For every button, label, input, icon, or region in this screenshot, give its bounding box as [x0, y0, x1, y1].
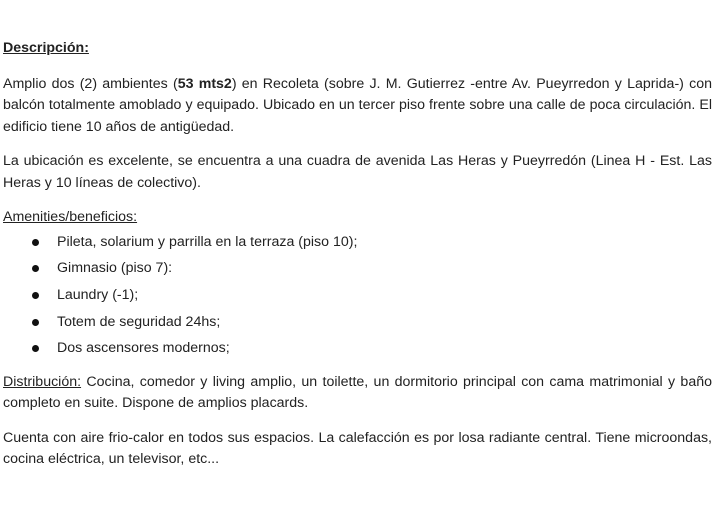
distribution-paragraph [3, 372, 712, 415]
distribution-label: Distribución: [3, 373, 82, 390]
bullet-icon [32, 239, 39, 246]
bullet-icon [32, 319, 39, 326]
bullet-icon [32, 265, 39, 272]
location-paragraph: La ubicación es excelente, se encuentra a una cuadra de avenida Las Heras y Pueyrredón (Linea H - Est. Las Heras y 10 líneas de colectivo). [3, 153, 712, 191]
amenities-list [3, 232, 712, 360]
amenity-item [3, 285, 712, 307]
amenity-item [3, 258, 712, 280]
amenity-item [3, 232, 712, 254]
amenity-text: Gimnasio (piso 7): [57, 260, 173, 277]
amenity-text: Dos ascensores modernos; [57, 340, 230, 357]
amenities-heading: Amenities/beneficios: [3, 209, 138, 225]
amenity-text: Totem de seguridad 24hs; [57, 313, 221, 330]
closing-paragraph: Cuenta con aire frio-calor en todos sus espacios. La calefacción es por losa radiante central. Tiene microondas, cocina eléctrica, un televisor, etc... [3, 429, 712, 468]
apartment-size: 53 mts2 [177, 75, 232, 92]
intro-paragraph [3, 74, 712, 139]
amenity-text: Laundry (-1); [57, 286, 139, 303]
bullet-icon [32, 292, 39, 299]
intro-part-2: ) en Recoleta (sobre J. M. Gutierrez -entre Av. Pueyrredon y Laprida-) con balcón totalmente amoblado y equipado. Ubicado en un tercer piso frente sobre una calle de poca circulación. El edificio tiene 10 años de antigüedad. [3, 75, 713, 135]
amenity-item [3, 338, 712, 360]
intro-part-1: Amplio dos (2) ambientes ( [3, 75, 178, 92]
distribution-text: Cocina, comedor y living amplio, un toilette, un dormitorio principal con cama matrimonial y baño completo en suite. Dispone de amplios placards. [3, 373, 712, 412]
amenity-text: Pileta, solarium y parrilla en la terraza (piso 10); [57, 233, 358, 250]
bullet-icon [32, 345, 39, 352]
amenity-item [3, 312, 712, 334]
description-heading: Descripción: [3, 40, 89, 56]
